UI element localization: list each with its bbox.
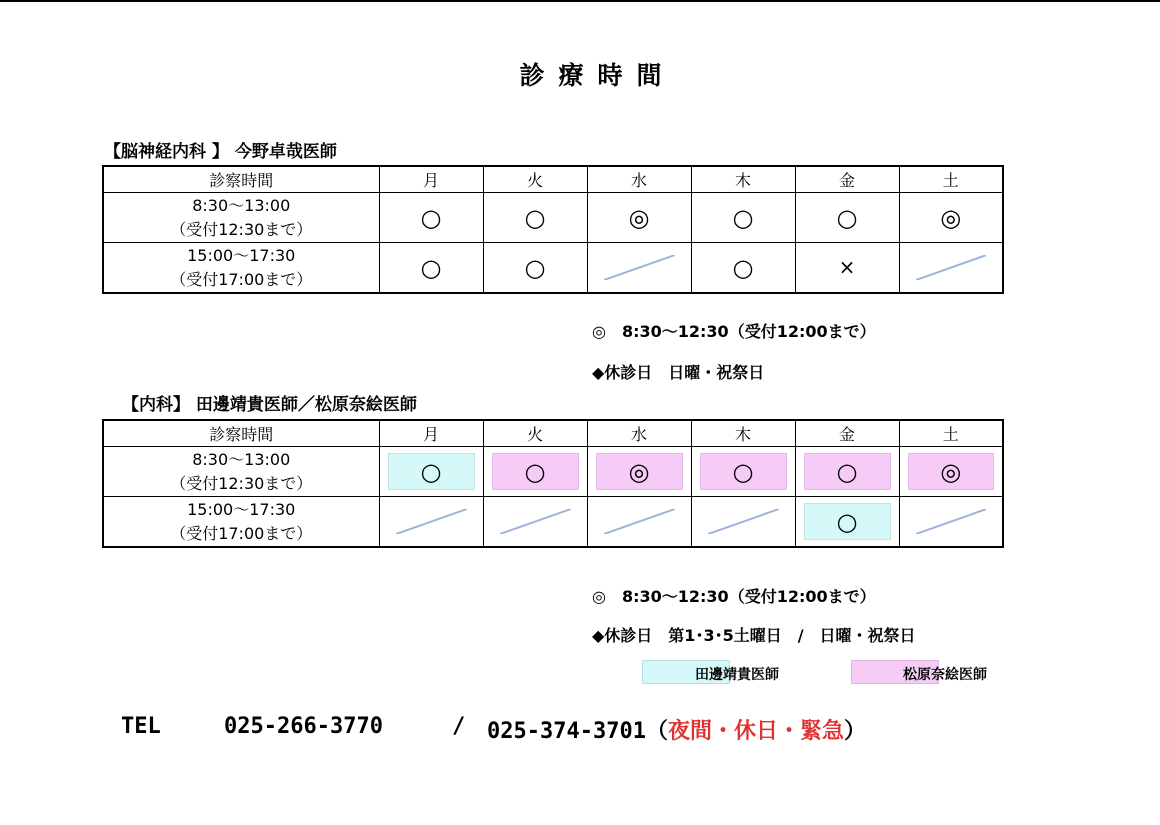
tel-number-2-text: 025-374-3701（ [487, 719, 668, 744]
available-circle-icon: ○ [524, 457, 546, 486]
note-closed-days-2: ◆休診日 第1･3･5土曜日 / 日曜・祝祭日 [592, 626, 916, 645]
unavailable-slash [604, 255, 675, 280]
unavailable-slash [708, 509, 779, 534]
schedule-cell [587, 243, 691, 294]
available-circle-icon: ○ [420, 203, 442, 232]
tel-close-paren: ） [843, 719, 866, 744]
schedule-cell [795, 243, 899, 294]
schedule-cell [587, 497, 691, 548]
schedule-cell [587, 193, 691, 243]
short-hours-double-circle-icon: ◎ [628, 457, 650, 486]
time-slot [103, 447, 379, 497]
time-slot [103, 243, 379, 294]
schedule-cell [691, 447, 795, 497]
schedule-cell [379, 243, 483, 294]
schedule-cell [795, 497, 899, 548]
table-row [103, 193, 1003, 243]
available-circle-icon: ○ [836, 507, 858, 536]
note-double-circle-hours-2: ◎ 8:30〜12:30（受付12:00まで） [592, 587, 876, 606]
schedule-cell [379, 193, 483, 243]
reception-deadline: （受付12:30まで） [170, 473, 313, 493]
header-day-tue: 火 [483, 166, 587, 193]
schedule-cell [483, 243, 587, 294]
time-slot [103, 497, 379, 548]
schedule-cell [795, 193, 899, 243]
legend-label-matsubara: 松原奈絵医師 [903, 667, 987, 683]
table-row [103, 497, 1003, 548]
time-range: 8:30〜13:00 [192, 449, 291, 469]
schedule-cell [691, 193, 795, 243]
table-row [103, 243, 1003, 294]
schedule-cell [691, 497, 795, 548]
section-heading-neurology: 【脳神経内科 】 今野卓哉医師 [104, 142, 337, 162]
top-border [0, 0, 1160, 2]
unavailable-slash [396, 509, 467, 534]
section-heading-internal: 【内科】 田邊靖貴医師／松原奈絵医師 [122, 395, 417, 415]
available-circle-icon: ○ [836, 203, 858, 232]
available-circle-icon: ○ [420, 253, 442, 282]
schedule-cell [483, 193, 587, 243]
schedule-cell [899, 497, 1003, 548]
tel-number-1: 025-266-3770 [224, 714, 383, 739]
emergency-label: 夜間・休日・緊急 [667, 719, 844, 744]
reception-deadline: （受付17:00まで） [170, 523, 313, 543]
short-hours-double-circle-icon: ◎ [940, 203, 962, 232]
header-day-sat: 土 [899, 166, 1003, 193]
schedule-cell [379, 447, 483, 497]
note-closed-days: ◆休診日 日曜・祝祭日 [592, 363, 765, 382]
time-slot [103, 193, 379, 243]
header-day-thu: 木 [691, 166, 795, 193]
schedule-cell [379, 497, 483, 548]
table-header-row [103, 166, 1003, 193]
schedule-cell [587, 447, 691, 497]
time-range: 8:30〜13:00 [192, 195, 291, 215]
closed-cross-icon: × [838, 255, 856, 279]
available-circle-icon: ○ [524, 253, 546, 282]
header-day-sat: 土 [899, 420, 1003, 447]
header-day-tue: 火 [483, 420, 587, 447]
tel-label: TEL [121, 714, 161, 739]
page-title: 診療時間 [519, 61, 676, 90]
schedule-cell [899, 193, 1003, 243]
tel-number-2 [487, 714, 866, 745]
header-day-wed: 水 [587, 166, 691, 193]
unavailable-slash [916, 509, 987, 534]
time-range: 15:00〜17:30 [187, 499, 296, 519]
available-circle-icon: ○ [732, 253, 754, 282]
schedule-cell [483, 497, 587, 548]
header-day-wed: 水 [587, 420, 691, 447]
schedule-cell [691, 243, 795, 294]
available-circle-icon: ○ [836, 457, 858, 486]
table-header-row [103, 420, 1003, 447]
note-double-circle-hours: ◎ 8:30〜12:30（受付12:00まで） [592, 322, 876, 341]
short-hours-double-circle-icon: ◎ [940, 457, 962, 486]
unavailable-slash [500, 509, 571, 534]
header-day-mon: 月 [379, 420, 483, 447]
header-day-mon: 月 [379, 166, 483, 193]
header-day-thu: 木 [691, 420, 795, 447]
available-circle-icon: ○ [732, 457, 754, 486]
schedule-cell [483, 447, 587, 497]
available-circle-icon: ○ [732, 203, 754, 232]
table-row [103, 447, 1003, 497]
header-day-fri: 金 [795, 166, 899, 193]
unavailable-slash [604, 509, 675, 534]
header-day-fri: 金 [795, 420, 899, 447]
available-circle-icon: ○ [420, 457, 442, 486]
header-time: 診察時間 [103, 420, 379, 447]
time-range: 15:00〜17:30 [187, 245, 296, 265]
legend-label-tanabe: 田邊靖貴医師 [695, 667, 779, 683]
schedule-table-internal [102, 419, 1004, 548]
reception-deadline: （受付17:00まで） [170, 269, 313, 289]
short-hours-double-circle-icon: ◎ [628, 203, 650, 232]
unavailable-slash [916, 255, 987, 280]
tel-separator: / [452, 714, 466, 739]
schedule-cell [795, 447, 899, 497]
schedule-cell [899, 243, 1003, 294]
reception-deadline: （受付12:30まで） [170, 219, 313, 239]
schedule-table-neurology [102, 165, 1004, 294]
header-time: 診察時間 [103, 166, 379, 193]
available-circle-icon: ○ [524, 203, 546, 232]
schedule-cell [899, 447, 1003, 497]
